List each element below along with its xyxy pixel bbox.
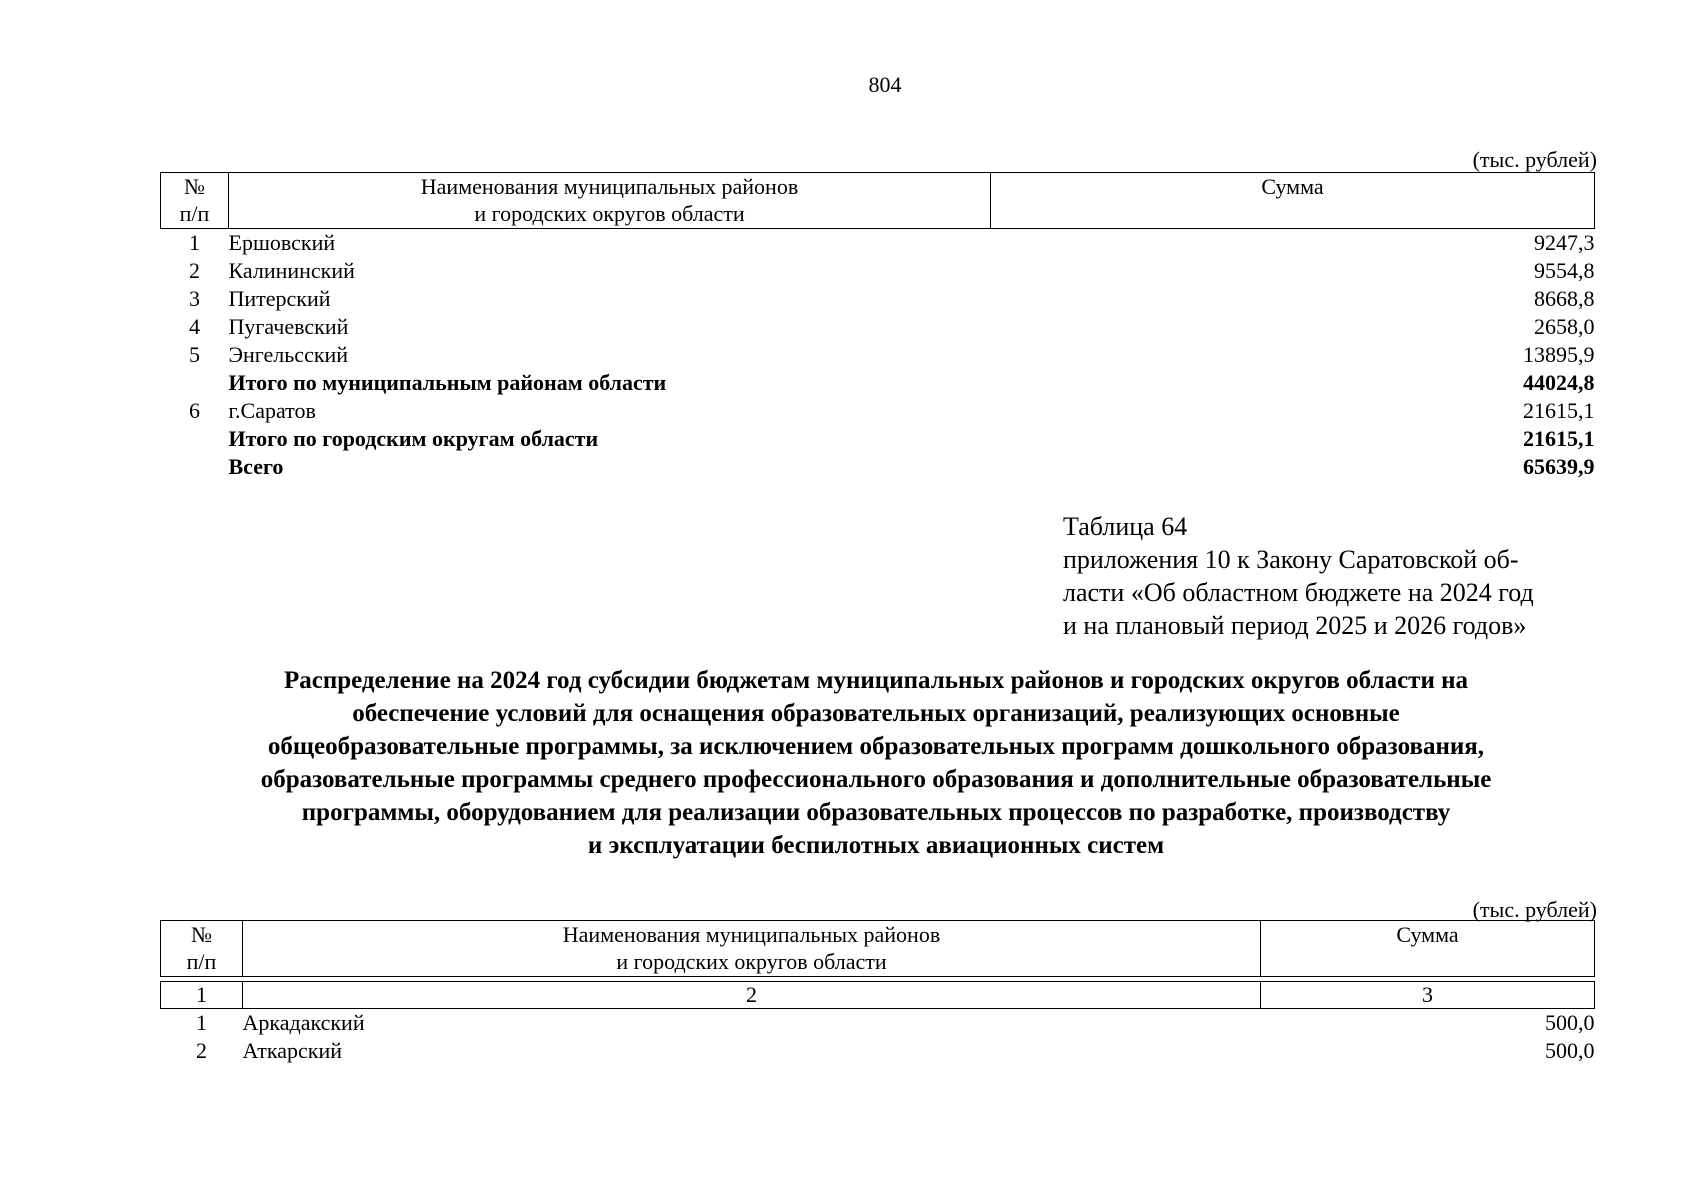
title-line: общеобразовательные программы, за исключением образовательных программ дошкольного образования, [267,733,1485,760]
title-line: Распределение на 2024 год субсидии бюджетам муниципальных районов и городских округов области на [283,667,1469,694]
table-row [161,1037,1595,1065]
row-number: 3 [189,286,200,311]
row-sum: 44024,8 [1523,370,1595,395]
distribution-table-64 [160,920,1595,1065]
row-sum: 500,0 [1545,1010,1595,1035]
header-name-line2: и городских округов области [474,201,745,226]
title-line: образовательные программы среднего профессионального образования и дополнительные образовательные [260,766,1492,793]
caption-line: ласти «Об областном бюджете на 2024 год [1063,578,1534,607]
row-number: 6 [189,398,200,423]
title-line: обеспечение условий для оснащения образовательных организаций, реализующих основные [352,700,1400,727]
row-number: 2 [196,1038,207,1063]
table-row [161,397,1595,425]
units-label: (тыс. рублей) [1472,897,1597,922]
row-name: Итого по муниципальным районам области [228,370,667,395]
column-index: 3 [1261,982,1595,1009]
row-name: Ершовский [228,230,336,255]
table-row [161,229,1595,258]
row-number [161,369,229,397]
row-sum: 21615,1 [1523,398,1595,423]
distribution-table-continued [160,172,1595,481]
row-number: 5 [189,342,200,367]
header-name-line1: Наименования муниципальных районов [420,174,799,199]
row-name: Аркадакский [242,1010,365,1035]
row-name: Пугачевский [228,314,349,339]
title-line: программы, оборудованием для реализации образовательных процессов по разработке, производству [301,799,1451,826]
total-row [161,453,1595,481]
header-number-line1: № [191,922,212,947]
column-index: 2 [243,982,1261,1009]
page-number: 804 [868,72,902,97]
table-row [161,285,1595,313]
subtotal-row-urban [161,425,1595,453]
table-row [161,1009,1595,1038]
header-number-line2: п/п [186,949,217,974]
column-index-row [161,982,1595,1009]
units-label: (тыс. рублей) [1472,147,1597,172]
title-line: и эксплуатации беспилотных авиационных систем [587,832,1165,859]
header-sum: Сумма [1261,921,1595,977]
caption-line: и на плановый период 2025 и 2026 годов» [1063,611,1527,640]
row-number: 1 [189,230,200,255]
row-sum: 21615,1 [1523,426,1595,451]
row-sum: 9554,8 [1534,258,1595,283]
row-name: Итого по городским округам области [228,426,599,451]
header-number [161,173,229,229]
row-sum: 65639,9 [1523,454,1595,479]
table-row [161,257,1595,285]
header-number-line1: № [184,174,205,199]
row-name: Аткарский [242,1038,343,1063]
row-number: 4 [189,314,200,339]
row-number: 1 [196,1010,207,1035]
row-number: 2 [189,258,200,283]
header-number-line2: п/п [179,201,210,226]
column-index: 1 [161,982,243,1009]
row-name: Энгельсский [228,342,349,367]
header-name-line1: Наименования муниципальных районов [562,922,941,947]
header-name [229,173,991,229]
header-name [243,921,1261,977]
subtotal-row-districts [161,369,1595,397]
caption-line: приложения 10 к Закону Саратовской об- [1063,545,1519,574]
row-sum: 13895,9 [1523,342,1595,367]
header-name-line2: и городских округов области [616,949,887,974]
table-header-row [161,921,1595,977]
row-number [161,425,229,453]
row-name: г.Саратов [228,398,316,423]
row-name: Питерский [228,286,331,311]
caption-line: Таблица 64 [1063,512,1188,541]
row-name: Калининский [228,258,355,283]
row-sum: 8668,8 [1534,286,1595,311]
row-sum: 500,0 [1545,1038,1595,1063]
header-number [161,921,243,977]
section-title [150,664,1602,862]
table-row [161,313,1595,341]
row-sum: 9247,3 [1534,230,1595,255]
row-number [161,453,229,481]
table-caption [1063,510,1593,642]
header-sum: Сумма [991,173,1595,229]
row-name: Всего [228,454,284,479]
table-header-row [161,173,1595,229]
table-row [161,341,1595,369]
row-sum: 2658,0 [1534,314,1595,339]
